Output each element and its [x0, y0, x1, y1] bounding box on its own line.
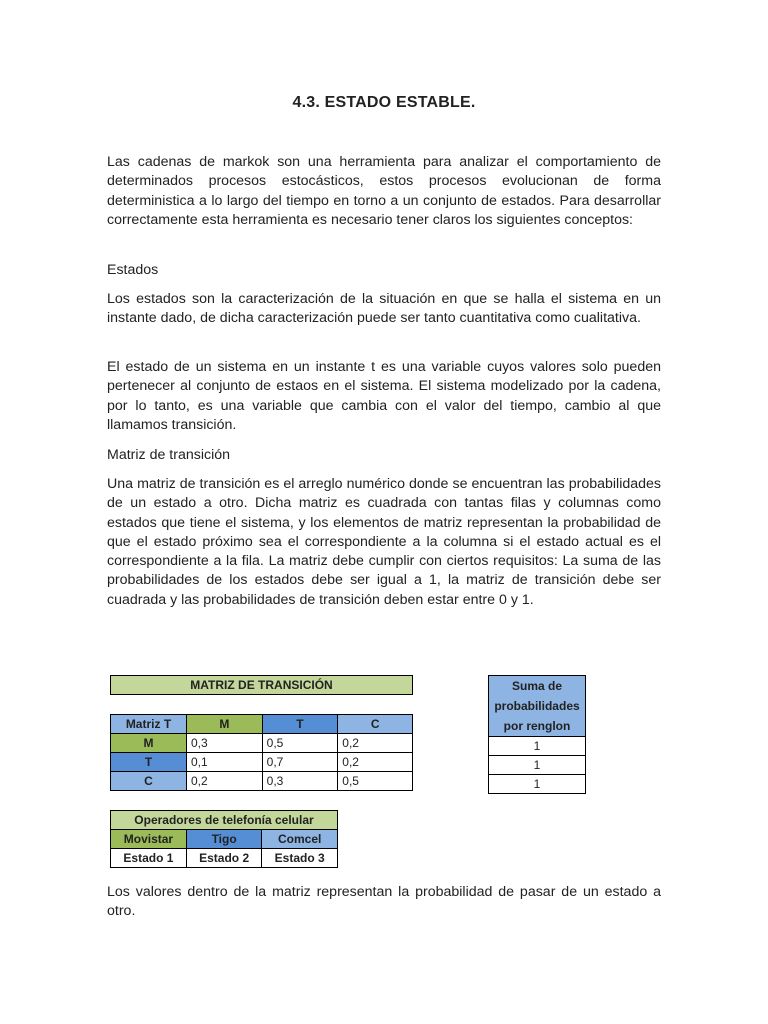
- operators-title: Operadores de telefonía celular: [111, 811, 338, 830]
- operator-state: Estado 2: [186, 849, 261, 868]
- matrix-corner: Matriz T: [111, 715, 187, 734]
- matrix-row: [111, 753, 413, 772]
- heading-estados: Estados: [107, 262, 159, 278]
- operators-table: [110, 810, 338, 868]
- sum-cell: 1: [489, 737, 586, 756]
- intro-paragraph: Las cadenas de markok son una herramienta para analizar el comportamiento de determinados procesos estocásticos, estos procesos evolucionan de forma deterministica a lo largo del tiempo en torno a un conjunto de estados. Para desarrollar correctamente esta herramienta es necesario tener claros los siguientes conceptos:: [107, 154, 661, 228]
- matrix-cell: 0,2: [186, 772, 262, 791]
- transition-matrix: [110, 714, 413, 791]
- matrix-col-header: T: [262, 715, 338, 734]
- matrix-row: [111, 734, 413, 753]
- matrix-row-header: C: [111, 772, 187, 791]
- operator-name: Tigo: [186, 830, 261, 849]
- matrix-cell: 0,5: [262, 734, 338, 753]
- sum-table: [488, 675, 586, 794]
- matrix-cell: 0,5: [338, 772, 413, 791]
- operator-state: Estado 3: [262, 849, 338, 868]
- matrix-title: MATRIZ DE TRANSICIÓN: [111, 676, 413, 695]
- matrix-row-header: M: [111, 734, 187, 753]
- sum-header: [489, 676, 586, 737]
- operator-state: Estado 1: [111, 849, 187, 868]
- matrix-col-header: C: [338, 715, 413, 734]
- matrix-cell: 0,2: [338, 734, 413, 753]
- matriz-paragraph: Una matriz de transición es el arreglo numérico donde se encuentran las probabilidades de un estado a otro. Dicha matriz es cuadrada con tantas filas y columnas como estados que tiene el sistema, y los elementos de matriz representan la probabilidad de que el estado próximo sea el correspondiente a la columna si el estado actual es el correspondiente a la fila. La matriz debe cumplir con ciertos requisitos: La suma de las probabilidades de los estados debe ser igual a 1, la matriz de transición debe ser cuadrada y las probabilidades de transición deben estar entre 0 y 1.: [107, 476, 661, 608]
- matrix-cell: 0,3: [262, 772, 338, 791]
- matrix-title-table: [110, 675, 413, 695]
- sum-header-line: probabilidades: [494, 699, 580, 713]
- heading-matriz: Matriz de transición: [107, 447, 231, 463]
- sum-cell: 1: [489, 756, 586, 775]
- sum-header-line: Suma de: [511, 679, 562, 693]
- matrix-row: [111, 772, 413, 791]
- matrix-cell: 0,3: [186, 734, 262, 753]
- page-title: 4.3. ESTADO ESTABLE.: [292, 94, 476, 111]
- matrix-cell: 0,1: [186, 753, 262, 772]
- estados-paragraph-2: El estado de un sistema en un instante t es una variable cuyos valores solo pueden pertenecer al conjunto de estaos en el sistema. El sistema modelizado por la cadena, por lo tanto, es una variable que cambia con el valor del tiempo, cambio al que llamamos transición.: [107, 359, 661, 433]
- matrix-cell: 0,2: [338, 753, 413, 772]
- footer-paragraph: Los valores dentro de la matriz representan la probabilidad de pasar de un estado a otro.: [107, 884, 661, 920]
- matrix-row-header: T: [111, 753, 187, 772]
- matrix-col-header: M: [186, 715, 262, 734]
- operator-name: Movistar: [111, 830, 187, 849]
- sum-cell: 1: [489, 775, 586, 794]
- sum-header-line: por renglon: [503, 719, 571, 733]
- matrix-cell: 0,7: [262, 753, 338, 772]
- operator-name: Comcel: [262, 830, 338, 849]
- estados-paragraph-1: Los estados son la caracterización de la situación en que se halla el sistema en un instante dado, de dicha caracterización puede ser tanto cuantitativa como cualitativa.: [107, 291, 661, 327]
